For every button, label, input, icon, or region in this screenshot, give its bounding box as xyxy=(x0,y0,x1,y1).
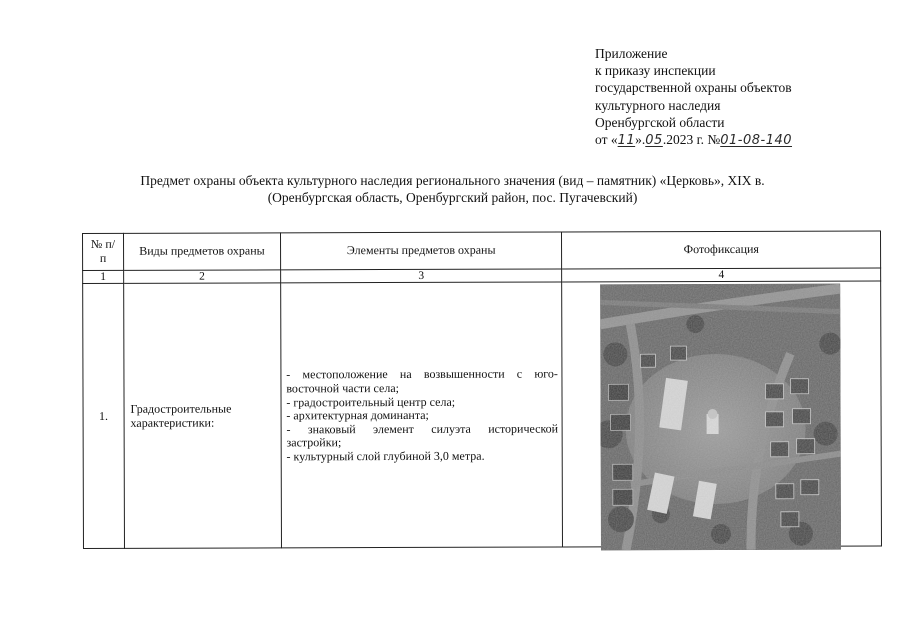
column-number: 1 xyxy=(83,270,124,283)
annex-line: культурного наследия xyxy=(595,97,721,113)
annex-block xyxy=(595,45,792,149)
title-line: (Оренбургская область, Оренбургский район, пос. Пугачевский) xyxy=(267,190,638,205)
annex-line: к приказу инспекции xyxy=(595,63,716,79)
column-number: 2 xyxy=(124,270,281,283)
elements-list xyxy=(286,368,558,464)
table-header-row xyxy=(83,231,881,271)
annex-line: Оренбургской области xyxy=(595,114,725,130)
row-elements xyxy=(281,282,563,548)
document-title xyxy=(80,172,825,206)
table-row xyxy=(83,281,882,549)
row-number: 1. xyxy=(83,283,125,548)
title-line: Предмет охраны объекта культурного наследия регионального значения (вид – памятник) «Церковь», XIX в. xyxy=(140,173,765,188)
date-month-handwritten: 05 xyxy=(645,133,663,149)
protection-table xyxy=(82,230,882,549)
row-photo xyxy=(562,281,881,547)
list-item: - градостроительный центр села; xyxy=(286,394,456,409)
date-prefix: от « xyxy=(595,132,618,148)
header-num: № п/п xyxy=(83,233,124,270)
list-item: - культурный слой глубиной 3,0 метра. xyxy=(286,448,485,464)
date-year: .2023 г. № xyxy=(662,132,721,148)
date-mid: ». xyxy=(635,132,646,148)
list-item: - местоположение на возвышенности с юго-восточной части села; xyxy=(286,366,558,396)
header-elements: Элементы предметов охраны xyxy=(280,232,562,270)
annex-date-line xyxy=(595,131,792,149)
row-type: Градостроительные характеристики: xyxy=(124,283,282,548)
header-types: Виды предметов охраны xyxy=(123,233,280,270)
list-item: - архитектурная доминанта; xyxy=(286,408,429,423)
header-photo: Фотофиксация xyxy=(562,231,881,269)
aerial-photo xyxy=(601,284,842,551)
date-day-handwritten: 11 xyxy=(617,133,636,149)
aerial-photo-image xyxy=(601,284,842,551)
annex-line: Приложение xyxy=(595,46,668,61)
order-number-handwritten: 01-08-140 xyxy=(720,133,793,149)
column-number: 3 xyxy=(280,269,562,283)
list-item: - знаковый элемент силуэта исторической застройки; xyxy=(286,421,559,450)
annex-line: государственной охраны объектов xyxy=(595,80,792,96)
column-number: 4 xyxy=(562,268,881,282)
